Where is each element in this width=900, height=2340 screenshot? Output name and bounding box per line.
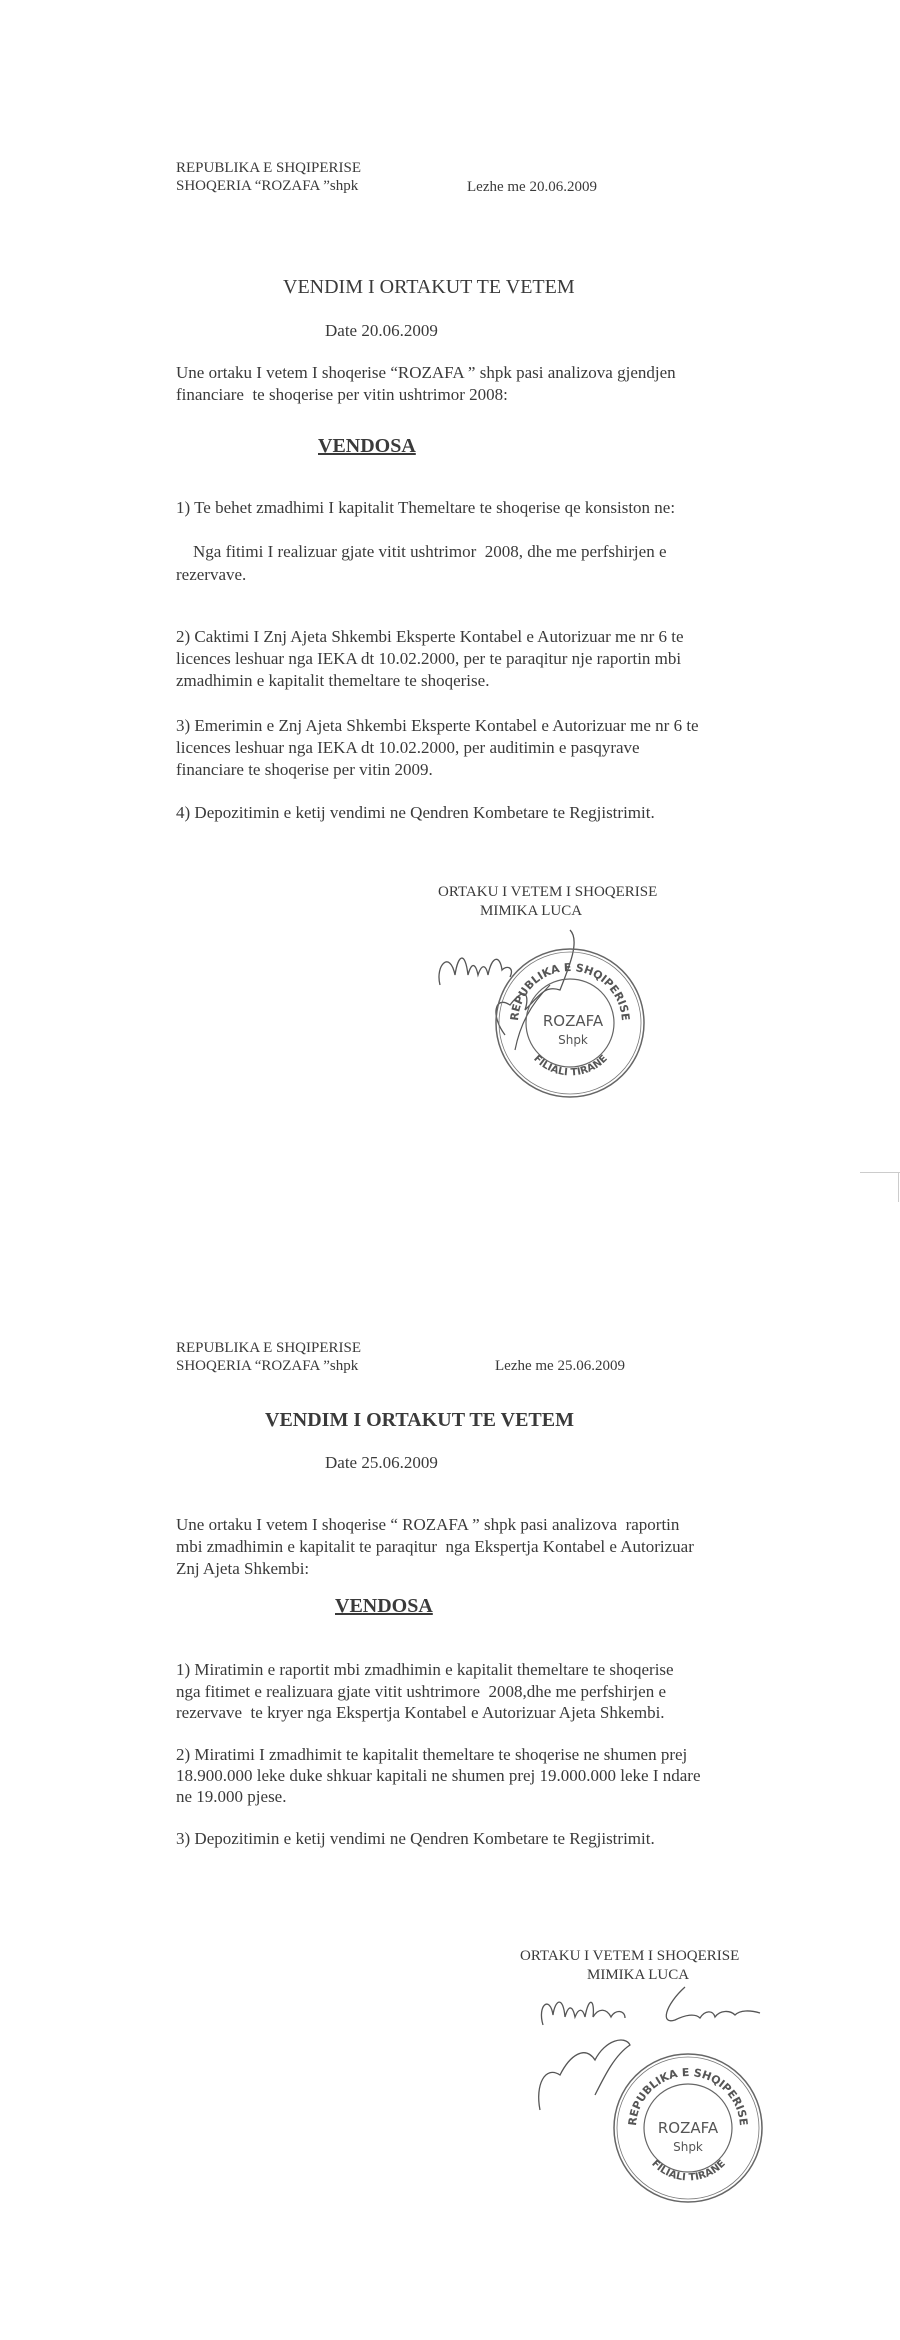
decision-item-1: rezervave te kryer nga Ekspertja Kontabel e Autorizuar Ajeta Shkembi. — [176, 1703, 665, 1722]
header-country: REPUBLIKA E SHQIPERISE — [176, 160, 362, 176]
decision-item-3: licences leshuar nga IEKA dt 10.02.2000, per auditimin e pasqyrave — [176, 738, 640, 757]
decision-heading: VENDOSA — [335, 1595, 433, 1617]
company-stamp — [493, 946, 648, 1101]
decision-item-2: 2) Miratimi I zmadhimit te kapitalit themeltare te shoqerise ne shumen prej — [176, 1745, 688, 1764]
decision-item-1-detail: rezervave. — [176, 565, 247, 584]
decision-item-1: 1) Te behet zmadhimi I kapitalit Themeltare te shoqerise qe konsiston ne: — [176, 498, 676, 517]
header-company: SHOQERIA “ROZAFA ”shpk — [176, 1358, 359, 1374]
svg-text:REPUBLIKA E SHQIPERISE: REPUBLIKA E SHQIPERISE — [507, 960, 633, 1022]
signatory-role: ORTAKU I VETEM I SHOQERISE — [520, 1948, 740, 1964]
decision-item-2: 18.900.000 leke duke shkuar kapitali ne shumen prej 19.000.000 leke I ndare — [176, 1766, 701, 1785]
decision-item-1: 1) Miratimin e raportit mbi zmadhimin e kapitalit themeltare te shoqerise — [176, 1660, 674, 1679]
decision-date: Date 20.06.2009 — [325, 321, 438, 340]
intro-line: Une ortaku I vetem I shoqerise “ROZAFA ” shpk pasi analizova gjendjen — [176, 363, 676, 382]
svg-text:Shpk: Shpk — [673, 2140, 703, 2154]
header-place-date: Lezhe me 25.06.2009 — [495, 1358, 625, 1374]
decision-item-1-detail: Nga fitimi I realizuar gjate vitit ushtrimor 2008, dhe me perfshirjen e — [176, 542, 667, 561]
decision-item-2: ne 19.000 pjese. — [176, 1787, 287, 1806]
decision-item-2: licences leshuar nga IEKA dt 10.02.2000, per te paraqitur nje raportin mbi — [176, 649, 682, 668]
intro-line: mbi zmadhimin e kapitalit te paraqitur nga Ekspertja Kontabel e Autorizuar — [176, 1537, 694, 1556]
page-title: VENDIM I ORTAKUT TE VETEM — [265, 1409, 574, 1431]
decision-heading: VENDOSA — [318, 435, 416, 457]
svg-text:Shpk: Shpk — [558, 1033, 588, 1047]
header-country: REPUBLIKA E SHQIPERISE — [176, 1340, 362, 1356]
decision-item-3: financiare te shoqerise per vitin 2009. — [176, 760, 433, 779]
signatory-role: ORTAKU I VETEM I SHOQERISE — [438, 884, 658, 900]
svg-text:ROZAFA: ROZAFA — [542, 1012, 604, 1030]
page-separator-mark — [898, 1172, 899, 1202]
svg-text:FILIALI TIRANE: FILIALI TIRANE — [649, 2158, 728, 2184]
intro-line: financiare te shoqerise per vitin ushtrimor 2008: — [176, 385, 508, 404]
signatory-name: MIMIKA LUCA — [480, 903, 583, 919]
decision-item-4: 4) Depozitimin e ketij vendimi ne Qendren Kombetare te Regjistrimit. — [176, 803, 655, 822]
intro-line: Une ortaku I vetem I shoqerise “ ROZAFA ” shpk pasi analizova raportin — [176, 1515, 680, 1534]
page-separator-mark — [860, 1172, 900, 1173]
intro-line: Znj Ajeta Shkembi: — [176, 1559, 310, 1578]
header-company: SHOQERIA “ROZAFA ”shpk — [176, 178, 359, 194]
decision-item-3: 3) Depozitimin e ketij vendimi ne Qendren Kombetare te Regjistrimit. — [176, 1829, 655, 1848]
svg-text:REPUBLIKA E SHQIPERISE: REPUBLIKA E SHQIPERISE — [625, 2065, 751, 2127]
decision-item-3: 3) Emerimin e Znj Ajeta Shkembi Eksperte Kontabel e Autorizuar me nr 6 te — [176, 716, 699, 735]
page-title: VENDIM I ORTAKUT TE VETEM — [283, 276, 575, 298]
decision-date: Date 25.06.2009 — [325, 1453, 438, 1472]
signatory-name: MIMIKA LUCA — [587, 1967, 690, 1983]
svg-text:FILIALI TIRANE: FILIALI TIRANE — [531, 1053, 610, 1079]
decision-item-2: 2) Caktimi I Znj Ajeta Shkembi Eksperte Kontabel e Autorizuar me nr 6 te — [176, 627, 684, 646]
decision-item-1: nga fitimet e realizuara gjate vitit ushtrimore 2008,dhe me perfshirjen e — [176, 1682, 666, 1701]
company-stamp — [611, 2051, 766, 2206]
svg-text:ROZAFA: ROZAFA — [657, 2119, 719, 2137]
decision-item-2: zmadhimin e kapitalit themeltare te shoqerise. — [176, 671, 490, 690]
header-place-date: Lezhe me 20.06.2009 — [467, 179, 597, 195]
